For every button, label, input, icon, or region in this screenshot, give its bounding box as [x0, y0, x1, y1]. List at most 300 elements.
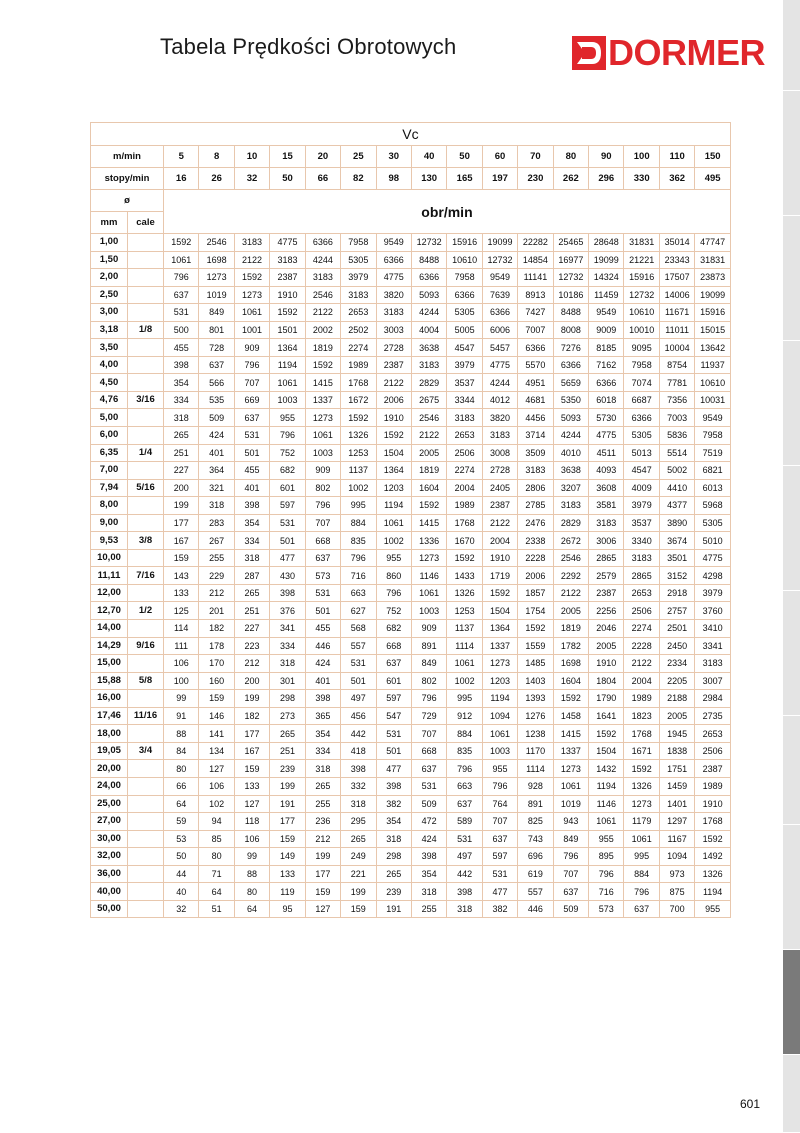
rpm-value: 2387: [589, 584, 624, 602]
table-row: [91, 620, 731, 638]
table-row: [91, 742, 731, 760]
rpm-value: 5002: [659, 462, 694, 480]
diameter-mm: 7,94: [91, 479, 128, 497]
rpm-value: 3410: [695, 620, 731, 638]
rpm-value: 1672: [341, 391, 376, 409]
rpm-value: 7007: [518, 321, 553, 339]
rpm-value: 2122: [305, 304, 340, 322]
rpm-value: 501: [341, 672, 376, 690]
rpm-value: 1137: [447, 620, 482, 638]
rpm-value: 4004: [411, 321, 446, 339]
rpm-value: 127: [199, 760, 234, 778]
rpm-value: 1592: [305, 356, 340, 374]
rpm-value: 354: [411, 865, 446, 883]
rpm-value: 191: [376, 900, 411, 918]
rpm-value: 637: [376, 655, 411, 673]
rpm-value: 9549: [589, 304, 624, 322]
rpm-value: 597: [376, 690, 411, 708]
rpm-value: 1485: [518, 655, 553, 673]
rpm-value: 501: [270, 532, 305, 550]
rpm-value: 4009: [624, 479, 659, 497]
diameter-mm: 14,29: [91, 637, 128, 655]
dormer-logo-text: DORMER: [608, 32, 765, 73]
rpm-value: 6366: [482, 304, 517, 322]
rpm-value: 3183: [553, 497, 588, 515]
rpm-value: 909: [305, 462, 340, 480]
rpm-value: 334: [164, 391, 199, 409]
rpm-value: 1910: [482, 549, 517, 567]
rpm-value: 5659: [553, 374, 588, 392]
rpm-value: 1273: [482, 655, 517, 673]
m-min-value: 80: [553, 146, 588, 168]
rpm-value: 424: [411, 830, 446, 848]
side-tab[interactable]: [783, 0, 800, 91]
rpm-value: 1393: [518, 690, 553, 708]
diameter-inch: [128, 462, 164, 480]
rpm-value: 637: [305, 549, 340, 567]
rpm-value: 227: [164, 462, 199, 480]
rpm-value: 398: [270, 584, 305, 602]
rpm-value: 59: [164, 813, 199, 831]
rpm-value: 835: [341, 532, 376, 550]
ft-min-value: 330: [624, 168, 659, 190]
rpm-value: 573: [589, 900, 624, 918]
rpm-value: 2984: [695, 690, 731, 708]
side-tab[interactable]: [783, 91, 800, 216]
rpm-value: 7958: [695, 427, 731, 445]
rpm-value: 199: [305, 848, 340, 866]
rpm-value: 1194: [695, 883, 731, 901]
rpm-value: 251: [234, 602, 269, 620]
rpm-value: 1203: [376, 479, 411, 497]
rpm-value: 2506: [447, 444, 482, 462]
diameter-inch: [128, 514, 164, 532]
rpm-value: 6821: [695, 462, 731, 480]
rpm-value: 160: [199, 672, 234, 690]
rpm-value: 118: [234, 813, 269, 831]
table-row: [91, 444, 731, 462]
rpm-value: 6366: [624, 409, 659, 427]
rpm-value: 255: [199, 549, 234, 567]
rpm-value: 7074: [624, 374, 659, 392]
rpm-value: 1003: [270, 391, 305, 409]
rpm-value: 6366: [518, 339, 553, 357]
m-min-value: 25: [341, 146, 376, 168]
rpm-value: 334: [270, 637, 305, 655]
rpm-value: 2653: [624, 584, 659, 602]
rpm-value: 2188: [659, 690, 694, 708]
rpm-value: 2005: [589, 637, 624, 655]
table-row: [91, 321, 731, 339]
rpm-value: 354: [376, 813, 411, 831]
rpm-value: 4010: [553, 444, 588, 462]
rpm-value: 3760: [695, 602, 731, 620]
table-row: [91, 304, 731, 322]
rpm-value: 796: [553, 848, 588, 866]
rpm-value: 5305: [624, 427, 659, 445]
rpm-value: 3341: [695, 637, 731, 655]
rpm-value: 995: [447, 690, 482, 708]
rpm-value: 2005: [411, 444, 446, 462]
diameter-inch: [128, 830, 164, 848]
rpm-value: 2829: [411, 374, 446, 392]
m-min-value: 8: [199, 146, 234, 168]
m-min-value: 90: [589, 146, 624, 168]
rpm-value: 5968: [695, 497, 731, 515]
diameter-mm: 24,00: [91, 777, 128, 795]
rpm-value: 531: [411, 777, 446, 795]
rpm-value: 1003: [411, 602, 446, 620]
diameter-inch: [128, 777, 164, 795]
diameter-mm: 27,00: [91, 813, 128, 831]
rpm-value: 1273: [553, 760, 588, 778]
rpm-value: 1592: [164, 234, 199, 252]
diameter-mm: 4,50: [91, 374, 128, 392]
rpm-value: 4244: [482, 374, 517, 392]
diameter-inch: [128, 848, 164, 866]
rpm-value: 2338: [518, 532, 553, 550]
rpm-value: 668: [376, 637, 411, 655]
rpm-value: 2256: [589, 602, 624, 620]
rpm-value: 2005: [659, 707, 694, 725]
rpm-value: 99: [234, 848, 269, 866]
rpm-value: 796: [447, 760, 482, 778]
ft-min-value: 50: [270, 168, 305, 190]
rpm-value: 442: [341, 725, 376, 743]
rpm-value: 1504: [376, 444, 411, 462]
rpm-value: 955: [482, 760, 517, 778]
side-tab[interactable]: [783, 716, 800, 825]
rpm-value: 3003: [376, 321, 411, 339]
ft-min-value: 66: [305, 168, 340, 190]
rpm-value: 133: [270, 865, 305, 883]
rpm-value: 88: [164, 725, 199, 743]
rpm-value: 3674: [659, 532, 694, 550]
rpm-value: 40: [164, 883, 199, 901]
rpm-value: 3501: [659, 549, 694, 567]
rpm-value: 884: [341, 514, 376, 532]
rpm-value: 2004: [624, 672, 659, 690]
table-row: [91, 409, 731, 427]
rpm-value: 3183: [341, 286, 376, 304]
rpm-value: 265: [234, 584, 269, 602]
rpm-value: 332: [341, 777, 376, 795]
rpm-value: 1819: [411, 462, 446, 480]
diameter-inch: [128, 549, 164, 567]
rpm-value: 8488: [411, 251, 446, 269]
rpm-value: 178: [199, 637, 234, 655]
rpm-value: 796: [411, 690, 446, 708]
diameter-inch: [128, 655, 164, 673]
rpm-value: 2122: [482, 514, 517, 532]
rpm-value: 64: [234, 900, 269, 918]
side-tab[interactable]: [783, 466, 800, 591]
rpm-value: 354: [305, 725, 340, 743]
rpm-value: 2004: [482, 532, 517, 550]
rpm-value: 12732: [553, 269, 588, 287]
rpm-value: 668: [305, 532, 340, 550]
rpm-value: 601: [376, 672, 411, 690]
rpm-value: 1253: [447, 602, 482, 620]
rpm-value: 3183: [447, 409, 482, 427]
rpm-value: 955: [695, 900, 731, 918]
rpm-value: 5005: [447, 321, 482, 339]
rpm-value: 318: [376, 830, 411, 848]
rpm-value: 265: [270, 725, 305, 743]
rpm-value: 7276: [553, 339, 588, 357]
rpm-value: 5093: [411, 286, 446, 304]
rpm-value: 1782: [553, 637, 588, 655]
rpm-value: 200: [164, 479, 199, 497]
rpm-value: 318: [234, 549, 269, 567]
rpm-value: 2004: [447, 479, 482, 497]
rpm-value: 7356: [659, 391, 694, 409]
diameter-mm: 25,00: [91, 795, 128, 813]
rpm-value: 1989: [695, 777, 731, 795]
m-min-value: 100: [624, 146, 659, 168]
rpm-value: 199: [270, 777, 305, 795]
m-min-label: m/min: [91, 146, 164, 168]
rpm-value: 2006: [376, 391, 411, 409]
rpm-value: 1337: [553, 742, 588, 760]
rpm-value: 84: [164, 742, 199, 760]
diameter-inch: 7/16: [128, 567, 164, 585]
rpm-value: 2653: [341, 304, 376, 322]
table-row: [91, 427, 731, 445]
rpm-value: 3183: [482, 427, 517, 445]
diameter-inch: 1/2: [128, 602, 164, 620]
rpm-value: 430: [270, 567, 305, 585]
side-tab[interactable]: [783, 341, 800, 466]
rpm-value: 707: [411, 725, 446, 743]
rpm-value: 456: [341, 707, 376, 725]
rpm-value: 364: [199, 462, 234, 480]
rpm-value: 365: [305, 707, 340, 725]
rpm-value: 3207: [553, 479, 588, 497]
rpm-value: 696: [518, 848, 553, 866]
rpm-value: 14006: [659, 286, 694, 304]
rpm-value: 535: [199, 391, 234, 409]
rpm-value: 1019: [199, 286, 234, 304]
rpm-value: 1910: [270, 286, 305, 304]
rpm-value: 265: [341, 830, 376, 848]
rpm-value: 573: [305, 567, 340, 585]
rpm-value: 802: [305, 479, 340, 497]
rpm-value: 167: [234, 742, 269, 760]
rpm-value: 707: [482, 813, 517, 831]
rpm-value: 424: [199, 427, 234, 445]
rpm-value: 2506: [695, 742, 731, 760]
rpm-value: 199: [341, 883, 376, 901]
rpm-value: 1910: [589, 655, 624, 673]
rpm-value: 442: [447, 865, 482, 883]
rpm-value: 2387: [270, 269, 305, 287]
rpm-value: 531: [482, 865, 517, 883]
rpm-value: 23343: [659, 251, 694, 269]
rpm-value: 1364: [376, 462, 411, 480]
rpm-value: 212: [305, 830, 340, 848]
diameter-mm: 40,00: [91, 883, 128, 901]
rpm-value: 8008: [553, 321, 588, 339]
rpm-value: 298: [376, 848, 411, 866]
rpm-value: 895: [589, 848, 624, 866]
diameter-mm: 10,00: [91, 549, 128, 567]
rpm-value: 1019: [553, 795, 588, 813]
rpm-value: 19099: [589, 251, 624, 269]
diameter-mm: 15,88: [91, 672, 128, 690]
m-min-value: 50: [447, 146, 482, 168]
rpm-value: 398: [447, 883, 482, 901]
rpm-value: 1459: [659, 777, 694, 795]
rpm-value: 167: [164, 532, 199, 550]
rpm-value: 1790: [589, 690, 624, 708]
rpm-value: 1273: [305, 409, 340, 427]
rpm-value: 80: [199, 848, 234, 866]
rpm-value: 597: [482, 848, 517, 866]
mm-label: mm: [91, 212, 128, 234]
rpm-value: 663: [341, 584, 376, 602]
rpm-value: 334: [305, 742, 340, 760]
diameter-inch: [128, 269, 164, 287]
rpm-value: 19099: [695, 286, 731, 304]
table-row: [91, 707, 731, 725]
side-tab[interactable]: [783, 825, 800, 950]
rpm-value: 2546: [199, 234, 234, 252]
rpm-value: 201: [199, 602, 234, 620]
rpm-value: 94: [199, 813, 234, 831]
rpm-value: 12732: [482, 251, 517, 269]
rpm-value: 114: [164, 620, 199, 638]
rpm-value: 2387: [376, 356, 411, 374]
rpm-value: 1297: [659, 813, 694, 831]
rpm-value: 16977: [553, 251, 588, 269]
rpm-value: 2918: [659, 584, 694, 602]
rpm-value: 3820: [376, 286, 411, 304]
side-tab[interactable]: [783, 216, 800, 341]
vc-header: Vc: [91, 123, 731, 146]
rpm-value: 1592: [270, 304, 305, 322]
rpm-value: 111: [164, 637, 199, 655]
rpm-value: 1114: [518, 760, 553, 778]
rpm-value: 531: [341, 655, 376, 673]
rpm-value: 601: [270, 479, 305, 497]
rpm-value: 547: [376, 707, 411, 725]
diameter-inch: [128, 339, 164, 357]
ft-min-value: 362: [659, 168, 694, 190]
table-row: [91, 462, 731, 480]
rpm-value: 35014: [659, 234, 694, 252]
rpm-value: 1336: [411, 532, 446, 550]
diameter-inch: 1/8: [128, 321, 164, 339]
rpm-value: 1146: [589, 795, 624, 813]
rpm-value: 3183: [305, 269, 340, 287]
rpm-value: 557: [518, 883, 553, 901]
ft-min-value: 165: [447, 168, 482, 190]
table-row: [91, 269, 731, 287]
side-tab-active[interactable]: [783, 950, 800, 1055]
rpm-value: 1061: [305, 427, 340, 445]
ft-min-label: stopy/min: [91, 168, 164, 190]
side-tab[interactable]: [783, 1055, 800, 1133]
rpm-value: 4511: [589, 444, 624, 462]
diameter-mm: 1,00: [91, 234, 128, 252]
rpm-value: 1194: [482, 690, 517, 708]
rpm-value: 2829: [553, 514, 588, 532]
rpm-value: 796: [270, 427, 305, 445]
rpm-value: 133: [234, 777, 269, 795]
rpm-value: 1592: [376, 427, 411, 445]
diameter-mm: 17,46: [91, 707, 128, 725]
table-row: [91, 549, 731, 567]
rpm-value: 1559: [518, 637, 553, 655]
rpm-value: 4244: [305, 251, 340, 269]
ft-min-value: 495: [695, 168, 731, 190]
rpm-value: 1458: [553, 707, 588, 725]
rpm-value: 318: [341, 795, 376, 813]
rpm-value: 589: [447, 813, 482, 831]
rpm-value: 637: [553, 883, 588, 901]
rpm-value: 1698: [199, 251, 234, 269]
rpm-value: 3537: [624, 514, 659, 532]
rpm-value: 2865: [589, 549, 624, 567]
rpm-value: 2865: [624, 567, 659, 585]
diameter-inch: [128, 883, 164, 901]
rpm-value: 1768: [624, 725, 659, 743]
rpm-value: 1641: [589, 707, 624, 725]
rpm-value: 1170: [518, 742, 553, 760]
rpm-value: 17507: [659, 269, 694, 287]
rpm-value: 2122: [234, 251, 269, 269]
rpm-value: 891: [518, 795, 553, 813]
rpm-value: 1504: [482, 602, 517, 620]
rpm-value: 99: [164, 690, 199, 708]
rpm-value: 4012: [482, 391, 517, 409]
rpm-value: 1273: [411, 549, 446, 567]
rpm-value: 4775: [482, 356, 517, 374]
rpm-value: 21221: [624, 251, 659, 269]
rpm-value: 31831: [624, 234, 659, 252]
diameter-inch: [128, 304, 164, 322]
rpm-value: 2546: [553, 549, 588, 567]
rpm-value: 106: [199, 777, 234, 795]
rpm-value: 2292: [553, 567, 588, 585]
diameter-mm: 14,00: [91, 620, 128, 638]
rpm-value: 71: [199, 865, 234, 883]
rpm-value: 199: [234, 690, 269, 708]
rpm-value: 9095: [624, 339, 659, 357]
rpm-value: 4547: [447, 339, 482, 357]
rpm-value: 6013: [695, 479, 731, 497]
page-title: Tabela Prędkości Obrotowych: [160, 34, 457, 59]
ft-min-value: 32: [234, 168, 269, 190]
rpm-value: 1698: [553, 655, 588, 673]
rpm-value: 752: [270, 444, 305, 462]
rpm-value: 341: [270, 620, 305, 638]
side-tab[interactable]: [783, 591, 800, 716]
rpm-value: 119: [270, 883, 305, 901]
rpm-value: 2387: [482, 497, 517, 515]
m-min-value: 5: [164, 146, 199, 168]
rpm-value: 298: [270, 690, 305, 708]
rpm-value: 531: [164, 304, 199, 322]
ft-min-value: 262: [553, 168, 588, 190]
rpm-value: 318: [447, 900, 482, 918]
rpm-value: 177: [305, 865, 340, 883]
rpm-value: 7958: [447, 269, 482, 287]
rpm-value: 2735: [695, 707, 731, 725]
rpm-value: 1003: [482, 742, 517, 760]
rpm-value: 9549: [376, 234, 411, 252]
